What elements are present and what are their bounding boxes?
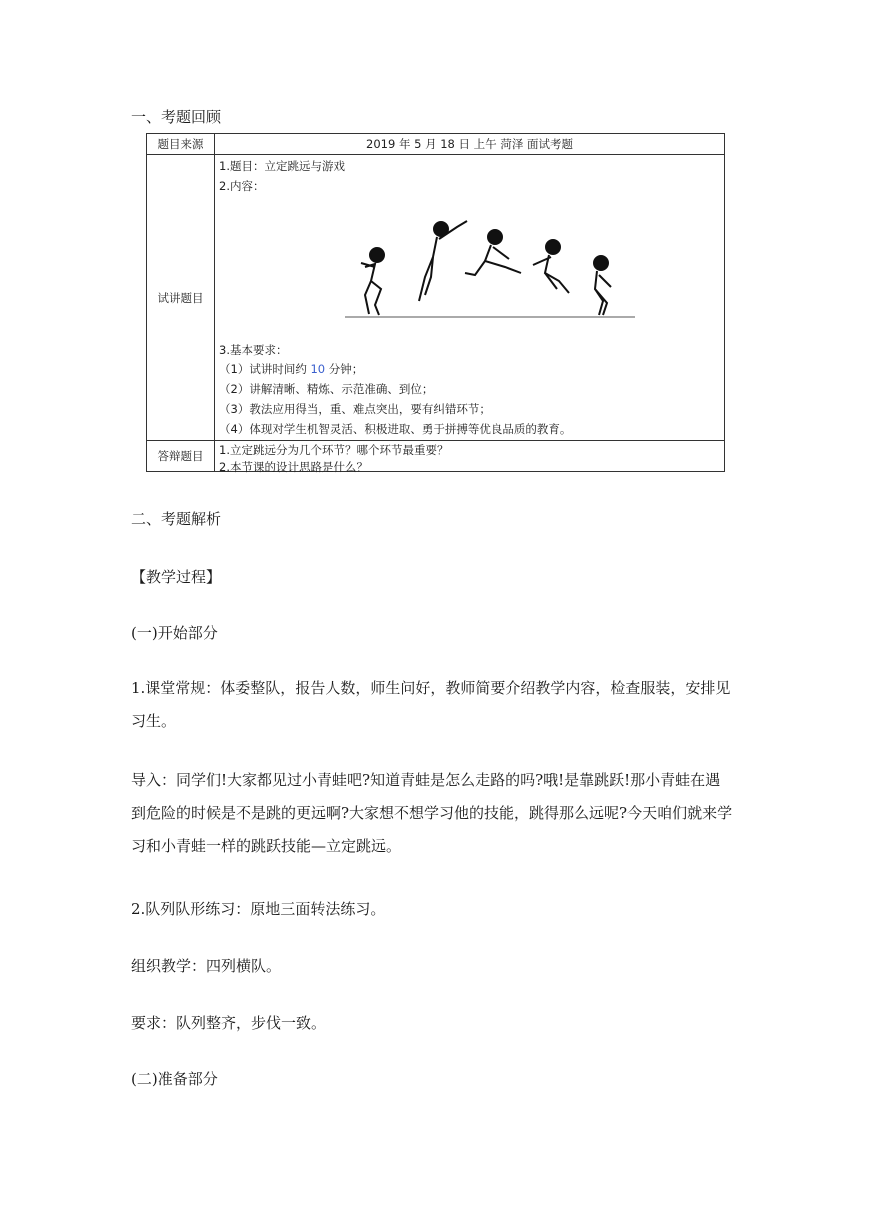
lecture-content-cell [215, 155, 725, 441]
topic-line: 1.题目：立定跳远与游戏 [219, 159, 345, 173]
requirements-title: 3.基本要求： [219, 343, 288, 357]
requirement-3: （3）教法应用得当，重、难点突出，要有纠错环节； [219, 402, 491, 416]
requirement-2: （2）讲解清晰、精炼、示范准确、到位； [219, 382, 434, 396]
exam-info-table [146, 133, 725, 472]
source-label: 题目来源 [147, 134, 215, 155]
paragraph-line: 到危险的时候是不是跳的更远啊?大家想不想学习他的技能，跳得那么远呢?今天咱们就来学 [131, 804, 733, 822]
paragraph-line: 习生。 [131, 712, 177, 730]
paragraph-line: 导入：同学们!大家都见过小青蛙吧?知道青蛙是怎么走路的吗?哦!是靠跳跃!那小青蛙在遇 [131, 771, 721, 789]
defense-label: 答辩题目 [147, 441, 215, 472]
paragraph-introduction [131, 764, 771, 863]
defense-question-2: 2.本节课的设计思路是什么？ [219, 460, 368, 474]
requirement-1-pre: （1）试讲时间约 [219, 362, 311, 376]
table-row-defense [147, 441, 725, 472]
defense-content-cell [215, 441, 725, 472]
requirement-1-minutes: 10 [310, 362, 326, 376]
paragraph-class-routine [131, 672, 771, 738]
table-row-source [147, 134, 725, 155]
paragraph-formation-drill: 2.队列队形练习：原地三面转法练习。 [131, 900, 386, 918]
section-title-review: 一、考题回顾 [131, 108, 222, 126]
paragraph-organization: 组织教学：四列横队。 [131, 957, 282, 975]
paragraph-requirements: 要求：队列整齐，步伐一致。 [131, 1014, 327, 1032]
teaching-process-title: 【教学过程】 [131, 568, 222, 586]
content-line: 2.内容： [219, 179, 265, 193]
lecture-label: 试讲题目 [147, 155, 215, 441]
paragraph-line: 1.课堂常规：体委整队，报告人数，师生问好，教师简要介绍教学内容，检查服装，安排见 [131, 679, 731, 697]
section-title-analysis: 二、考题解析 [131, 510, 222, 528]
part-one-title: (一)开始部分 [131, 624, 218, 642]
paragraph-line: 习和小青蛙一样的跳跃技能—立定跳远。 [131, 837, 402, 855]
standing-long-jump-illustration [345, 217, 635, 327]
source-value: 2019 年 5 月 18 日 上午 菏泽 面试考题 [215, 134, 725, 155]
table-row-lecture [147, 155, 725, 441]
requirement-4: （4）体现对学生机智灵活、积极进取、勇于拼搏等优良品质的教育。 [219, 422, 572, 436]
requirement-1-post: 分钟； [325, 362, 364, 376]
requirement-1 [219, 361, 363, 377]
part-two-title: (二)准备部分 [131, 1070, 218, 1088]
defense-question-1: 1.立定跳远分为几个环节？哪个环节最重要？ [219, 443, 449, 457]
